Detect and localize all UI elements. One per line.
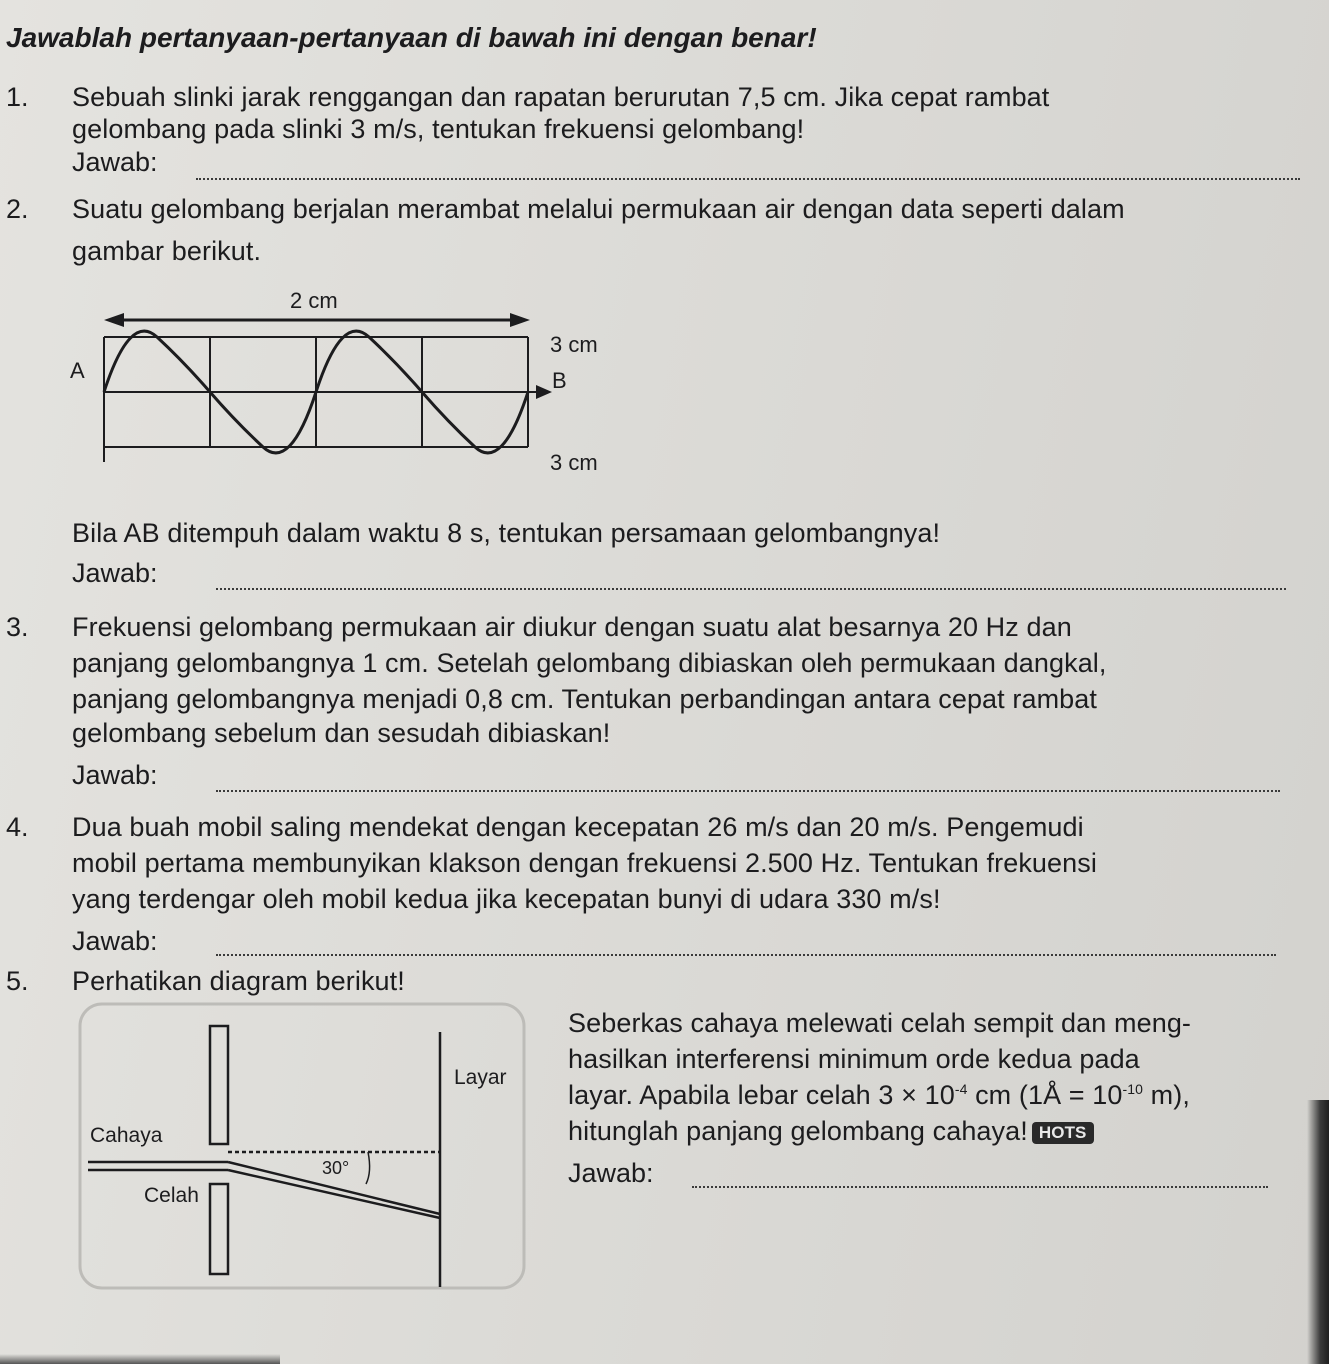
question-4-line-2: mobil pertama membunyikan klakson dengan frekuensi 2.500 Hz. Tentukan frekuensi — [72, 848, 1097, 878]
length-label: 2 cm — [290, 288, 338, 313]
side-line-3-mid: cm (1Å = 10 — [967, 1080, 1123, 1110]
question-1-line-2: gelombang pada slinki 3 m/s, tentukan frekuensi gelombang! — [72, 114, 805, 144]
question-2-number: 2. — [6, 194, 29, 224]
equilibrium-arrow-head — [536, 385, 552, 399]
question-5-jawab-label: Jawab: — [568, 1158, 654, 1188]
angle-label: 30° — [322, 1158, 350, 1178]
question-3-line-4: gelombang sebelum dan sesudah dibiaskan! — [72, 718, 611, 748]
worksheet-title: Jawablah pertanyaan-pertanyaan di bawah ini dengan benar! — [6, 22, 817, 53]
point-b-label: B — [552, 368, 567, 393]
question-1-answer-line[interactable] — [196, 178, 1300, 180]
question-1-line-1: Sebuah slinki jarak renggangan dan rapatan berurutan 7,5 cm. Jika cepat rambat — [72, 82, 1050, 112]
question-2-jawab-label: Jawab: — [72, 558, 158, 588]
question-3-answer-line[interactable] — [216, 790, 1280, 792]
side-line-4-text: hitunglah panjang gelombang cahaya! — [568, 1116, 1028, 1146]
side-line-3-suffix: m), — [1143, 1080, 1190, 1110]
question-5-side-line-3 — [568, 1080, 1190, 1111]
wave-diagram — [60, 282, 640, 487]
question-1-jawab-label: Jawab: — [72, 147, 158, 177]
layar-label: Layar — [454, 1066, 507, 1089]
question-3-line-1: Frekuensi gelombang permukaan air diukur dengan suatu alat besarnya 20 Hz dan — [72, 612, 1072, 642]
question-5-side-line-4 — [568, 1116, 1094, 1147]
celah-label: Celah — [144, 1184, 199, 1207]
question-5-number: 5. — [6, 966, 29, 996]
point-a-label: A — [70, 358, 85, 383]
exponent-1: -4 — [954, 1081, 968, 1097]
question-2-line-1: Suatu gelombang berjalan merambat melalui permukaan air dengan data seperti dalam — [72, 194, 1125, 224]
slit-barrier-top — [210, 1026, 228, 1144]
bottom-edge-shadow — [0, 1354, 280, 1364]
side-line-3-prefix: layar. Apabila lebar celah 3 × 10 — [568, 1080, 955, 1110]
question-3-line-2: panjang gelombangnya 1 cm. Setelah gelombang dibiaskan oleh permukaan dangkal, — [72, 648, 1107, 678]
question-3-jawab-label: Jawab: — [72, 760, 158, 790]
question-4-line-3: yang terdengar oleh mobil kedua jika kecepatan bunyi di udara 330 m/s! — [72, 884, 941, 914]
arrow-left-head — [104, 313, 124, 327]
question-4-number: 4. — [6, 812, 29, 842]
question-4-line-1: Dua buah mobil saling mendekat dengan kecepatan 26 m/s dan 20 m/s. Pengemudi — [72, 812, 1084, 842]
interference-diagram — [78, 1002, 528, 1292]
cahaya-label: Cahaya — [90, 1124, 163, 1147]
hots-badge: HOTS — [1032, 1122, 1094, 1144]
question-2-answer-line[interactable] — [216, 588, 1286, 590]
slit-barrier-bottom — [210, 1184, 228, 1274]
question-3-number: 3. — [6, 612, 29, 642]
question-4-answer-line[interactable] — [216, 954, 1276, 956]
question-5-side-line-1: Seberkas cahaya melewati celah sempit dan meng- — [568, 1008, 1192, 1038]
exponent-2: -10 — [1122, 1081, 1144, 1097]
angle-arc — [366, 1152, 370, 1184]
question-5-line-1: Perhatikan diagram berikut! — [72, 966, 405, 996]
question-1-number: 1. — [6, 82, 29, 112]
question-5-answer-line[interactable] — [692, 1186, 1268, 1188]
arrow-right-head — [510, 313, 530, 327]
bottom-label: 3 cm — [550, 450, 598, 475]
question-2-prompt: Bila AB ditempuh dalam waktu 8 s, tentukan persamaan gelombangnya! — [72, 518, 941, 548]
question-3-line-3: panjang gelombangnya menjadi 0,8 cm. Tentukan perbandingan antara cepat rambat — [72, 684, 1098, 714]
top-label: 3 cm — [550, 332, 598, 357]
question-4-jawab-label: Jawab: — [72, 926, 158, 956]
page-edge-shadow — [1307, 1100, 1329, 1364]
question-5-side-line-2: hasilkan interferensi minimum orde kedua pada — [568, 1044, 1140, 1074]
question-2-line-2: gambar berikut. — [72, 236, 262, 266]
